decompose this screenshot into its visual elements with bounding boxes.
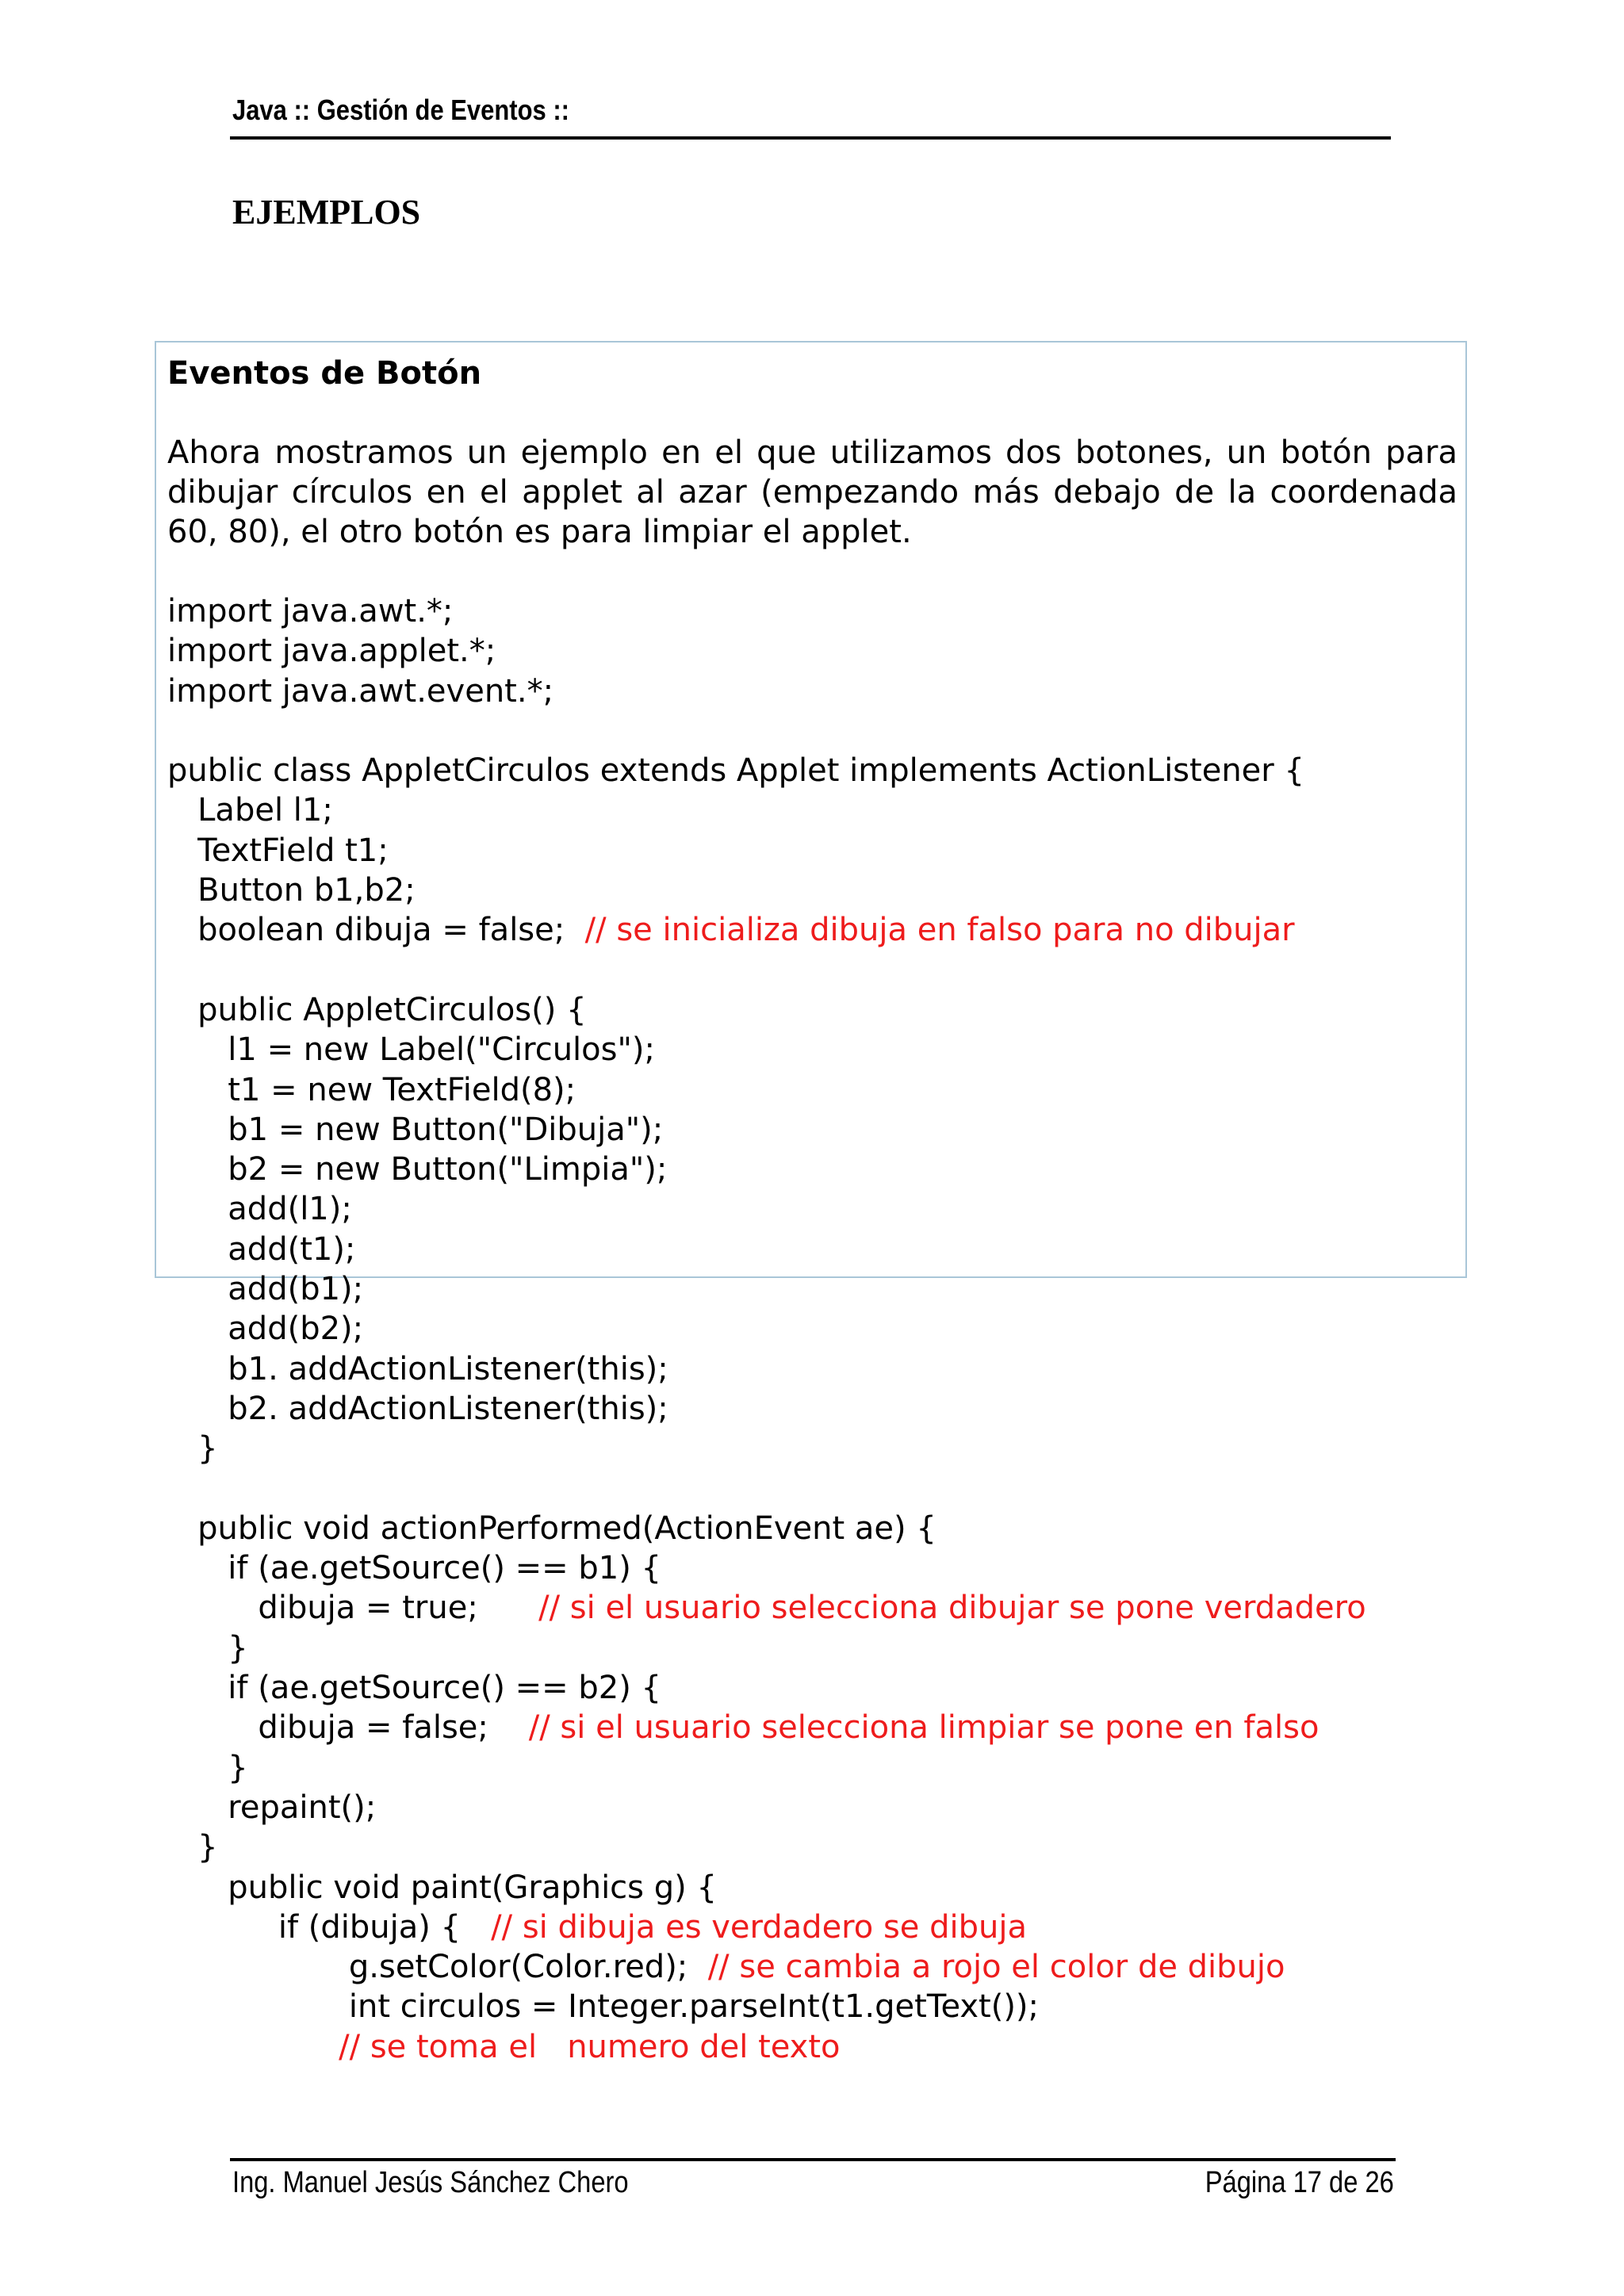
code-line bbox=[167, 1150, 1457, 1189]
code-text: import java.applet.*; bbox=[167, 633, 496, 670]
code-text: b2. addActionListener(this); bbox=[167, 1390, 668, 1427]
code-line bbox=[167, 1708, 1457, 1747]
code-text: t1 = new TextField(8); bbox=[167, 1071, 576, 1108]
code-text: import java.awt.*; bbox=[167, 593, 454, 629]
example-box bbox=[155, 341, 1467, 2065]
code-text bbox=[167, 2029, 339, 2065]
code-line bbox=[167, 1788, 1457, 1827]
code-listing bbox=[167, 591, 1457, 2067]
running-header-title: Java :: Gestión de Eventos :: bbox=[232, 94, 569, 126]
code-line bbox=[167, 1309, 1457, 1349]
code-text: import java.awt.event.*; bbox=[167, 672, 554, 710]
code-text: boolean dibuja = false; bbox=[167, 912, 585, 949]
code-comment: // si dibuja es verdadero se dibuja bbox=[491, 1908, 1027, 1946]
code-text: g.setColor(Color.red); bbox=[167, 1949, 708, 1986]
code-line bbox=[167, 1030, 1457, 1070]
code-line bbox=[167, 1070, 1457, 1110]
code-line bbox=[167, 1469, 1457, 1509]
code-comment: // se inicializa dibuja en falso para no dibujar bbox=[584, 912, 1295, 949]
code-text: l1 = new Label("Circulos"); bbox=[167, 1031, 655, 1069]
code-line bbox=[167, 1548, 1457, 1588]
code-text: } bbox=[167, 1430, 218, 1468]
code-line bbox=[167, 591, 1457, 631]
footer-author: Ing. Manuel Jesús Sánchez Chero bbox=[232, 2166, 629, 2199]
code-text: repaint(); bbox=[167, 1789, 377, 1826]
code-comment: // si el usuario selecciona limpiar se pone en falso bbox=[528, 1709, 1320, 1747]
code-line bbox=[167, 711, 1457, 751]
code-text: } bbox=[167, 1629, 248, 1667]
code-text: TextField t1; bbox=[167, 832, 389, 869]
code-text: add(l1); bbox=[167, 1191, 352, 1228]
code-text: Label l1; bbox=[167, 792, 333, 829]
code-text: public void actionPerformed(ActionEvent ae) { bbox=[167, 1510, 936, 1547]
code-line bbox=[167, 751, 1457, 790]
code-text: if (dibuja) { bbox=[167, 1908, 492, 1946]
code-text: int circulos = Integer.parseInt(t1.getText()); bbox=[167, 1988, 1040, 2026]
header-rule bbox=[230, 136, 1391, 140]
code-text: add(b2); bbox=[167, 1311, 364, 1348]
code-text: dibuja = false; bbox=[167, 1709, 529, 1747]
code-line bbox=[167, 1509, 1457, 1548]
code-text: Button b1,b2; bbox=[167, 872, 416, 909]
code-line bbox=[167, 1827, 1457, 1867]
code-comment: // se cambia a rojo el color de dibujo bbox=[707, 1949, 1285, 1986]
example-title: Eventos de Botón bbox=[167, 355, 482, 392]
code-line bbox=[167, 2027, 1457, 2067]
code-line bbox=[167, 1588, 1457, 1628]
footer-rule bbox=[230, 2158, 1396, 2161]
code-line bbox=[167, 1110, 1457, 1150]
code-line bbox=[167, 1230, 1457, 1269]
code-text: } bbox=[167, 1829, 218, 1866]
code-text: } bbox=[167, 1749, 248, 1786]
section-heading: EJEMPLOS bbox=[232, 193, 421, 232]
code-line bbox=[167, 1947, 1457, 1987]
code-text: dibuja = true; bbox=[167, 1590, 539, 1627]
footer-page-number: Página 17 de 26 bbox=[1205, 2166, 1394, 2199]
code-text: if (ae.getSource() == b2) { bbox=[167, 1670, 661, 1707]
code-line bbox=[167, 951, 1457, 990]
code-line bbox=[167, 1748, 1457, 1788]
code-line bbox=[167, 1628, 1457, 1668]
code-text: b2 = new Button("Limpia"); bbox=[167, 1151, 668, 1188]
code-text: b1. addActionListener(this); bbox=[167, 1350, 668, 1387]
code-text: public void paint(Graphics g) { bbox=[167, 1869, 717, 1906]
code-line bbox=[167, 672, 1457, 711]
code-line bbox=[167, 990, 1457, 1030]
code-line bbox=[167, 631, 1457, 671]
code-line bbox=[167, 1868, 1457, 1908]
code-line bbox=[167, 1668, 1457, 1708]
code-text: if (ae.getSource() == b1) { bbox=[167, 1550, 661, 1587]
code-line bbox=[167, 831, 1457, 871]
example-intro-paragraph: Ahora mostramos un ejemplo en el que utilizamos dos botones, un botón para dibujar círculos en el applet al azar (empezando más debajo de la coordenada 60, 80), el otro botón es para limpiar el applet. bbox=[167, 434, 1457, 550]
code-text: add(b1); bbox=[167, 1271, 364, 1308]
code-line bbox=[167, 1349, 1457, 1389]
code-comment: // se toma el numero del texto bbox=[339, 2028, 841, 2065]
code-line bbox=[167, 1908, 1457, 1947]
code-text: add(t1); bbox=[167, 1230, 356, 1268]
code-line bbox=[167, 1389, 1457, 1429]
code-line bbox=[167, 1429, 1457, 1468]
code-line bbox=[167, 910, 1457, 950]
code-line bbox=[167, 871, 1457, 910]
code-text: public AppletCirculos() { bbox=[167, 991, 587, 1028]
code-line bbox=[167, 1269, 1457, 1309]
code-comment: // si el usuario selecciona dibujar se pone verdadero bbox=[538, 1590, 1366, 1627]
code-text: b1 = new Button("Dibuja"); bbox=[167, 1111, 664, 1148]
code-line bbox=[167, 1987, 1457, 2026]
code-line bbox=[167, 1189, 1457, 1229]
code-line bbox=[167, 790, 1457, 830]
code-text: public class AppletCirculos extends Applet implements ActionListener { bbox=[167, 752, 1304, 790]
